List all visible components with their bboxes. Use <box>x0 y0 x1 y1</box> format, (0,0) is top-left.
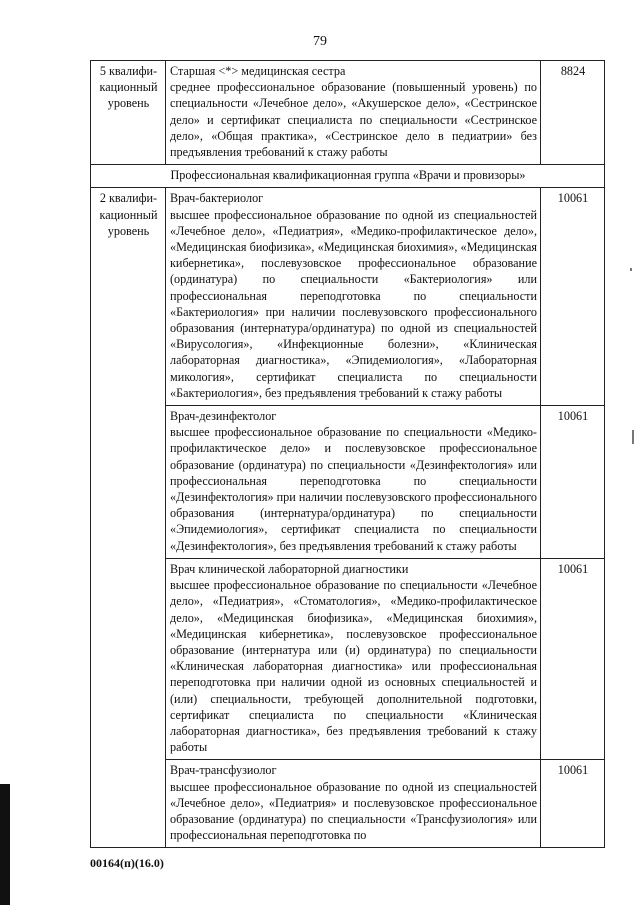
salary-value: 10061 <box>541 558 605 759</box>
position-requirements: высшее профессиональное образование по специальности «Медико-профилактическое дело» и послевузовское профессиональное образование (ординатура) по специальности «Дезинфектология» или профессиональная переподготовка по специальности «Дезинфектология» при наличии послевузовского профессионального образования (интернатура/ординатура) по специальности «Эпидемиология», сертификат специалиста по специальности «Дезинфектология», без предъявления требований к стажу работы <box>170 425 537 553</box>
position-requirements: высшее профессиональное образование по одной из специальностей «Лечебное дело», «Педиатрия», «Медико-профилактическое дело», «Медицинская биофизика», «Медицинская биохимия», «Медицинская кибернетика», послевузовское профессиональное образование (ординатура) по специальности «Бактериология» или профессиональная переподготовка по специальности «Бактериология» при наличии послевузовского профессионального образования (интернатура/ординатура) по одной из специальностей «Вирусология», «Инфекционные болезни», «Клиническая лабораторная диагностика», «Эпидемиология», «Лабораторная микология», сертификат специалиста по специальности «Бактериология», без предъявления требований к стажу работы <box>170 207 537 400</box>
salary-value: 10061 <box>541 406 605 559</box>
position-requirements: высшее профессиональное образование по специальности «Лечебное дело», «Педиатрия», «Стоматология», «Медико-профилактическое дело», «Медицинская биофизика», «Медицинская биохимия», «Медицинская кибернетика», послевузовское профессиональное образование (интернатура или (и) ординатура) по специальности «Клиническая лабораторная диагностика» или профессиональная переподготовка при наличии одной из основных специальностей и (или) специальности, требующей дополнительной подготовки, сертификат специалиста по специальности «Клиническая лабораторная диагностика», без предъявления требований к стажу работы <box>170 578 537 755</box>
position-title: Старшая <*> медицинская сестра <box>170 64 346 78</box>
salary-value: 10061 <box>541 188 605 406</box>
position-cell <box>166 406 541 559</box>
qualification-level: 5 квалифи-кационный уровень <box>91 61 166 165</box>
position-requirements: высшее профессиональное образование по одной из специальностей «Лечебное дело», «Педиатрия» и послевузовское профессиональное образование (ординатура) по специальности «Трансфузиология» или профессиональная переподготовка по <box>170 779 537 843</box>
table-row <box>91 61 605 165</box>
position-cell <box>166 61 541 165</box>
position-cell <box>166 760 541 848</box>
page-number: 79 <box>313 34 327 49</box>
position-title: Врач клинической лабораторной диагностики <box>170 561 409 576</box>
position-title: Врач-бактериолог <box>170 191 264 206</box>
group-header-row <box>91 165 605 188</box>
salary-value: 8824 <box>541 61 605 165</box>
table-row <box>91 558 605 759</box>
position-cell <box>166 558 541 759</box>
qualification-level: 2 квалифи-кационный уровень <box>91 188 166 848</box>
position-title: Врач-дезинфектолог <box>170 409 277 424</box>
table-row <box>91 188 605 406</box>
position-requirements: среднее профессиональное образование (повышенный уровень) по специальности «Лечебное дело», «Акушерское дело», «Сестринское дело» и сертификат специалиста по специальности «Сестринское дело», «Общая практика», «Сестринское дело в педиатрии» без предъявления требований к стажу работы <box>170 80 537 160</box>
scan-speck <box>630 268 632 271</box>
table-row <box>91 406 605 559</box>
table-row <box>91 760 605 848</box>
salary-value: 10061 <box>541 760 605 848</box>
document-code: 00164(п)(16.0) <box>90 856 164 870</box>
scan-speck <box>632 430 634 444</box>
qualification-table <box>90 60 605 848</box>
group-title: Профессиональная квалификационная группа «Врачи и провизоры» <box>91 165 605 188</box>
position-cell <box>166 188 541 406</box>
position-title: Врач-трансфузиолог <box>170 763 277 778</box>
scan-edge-shadow <box>0 784 10 905</box>
